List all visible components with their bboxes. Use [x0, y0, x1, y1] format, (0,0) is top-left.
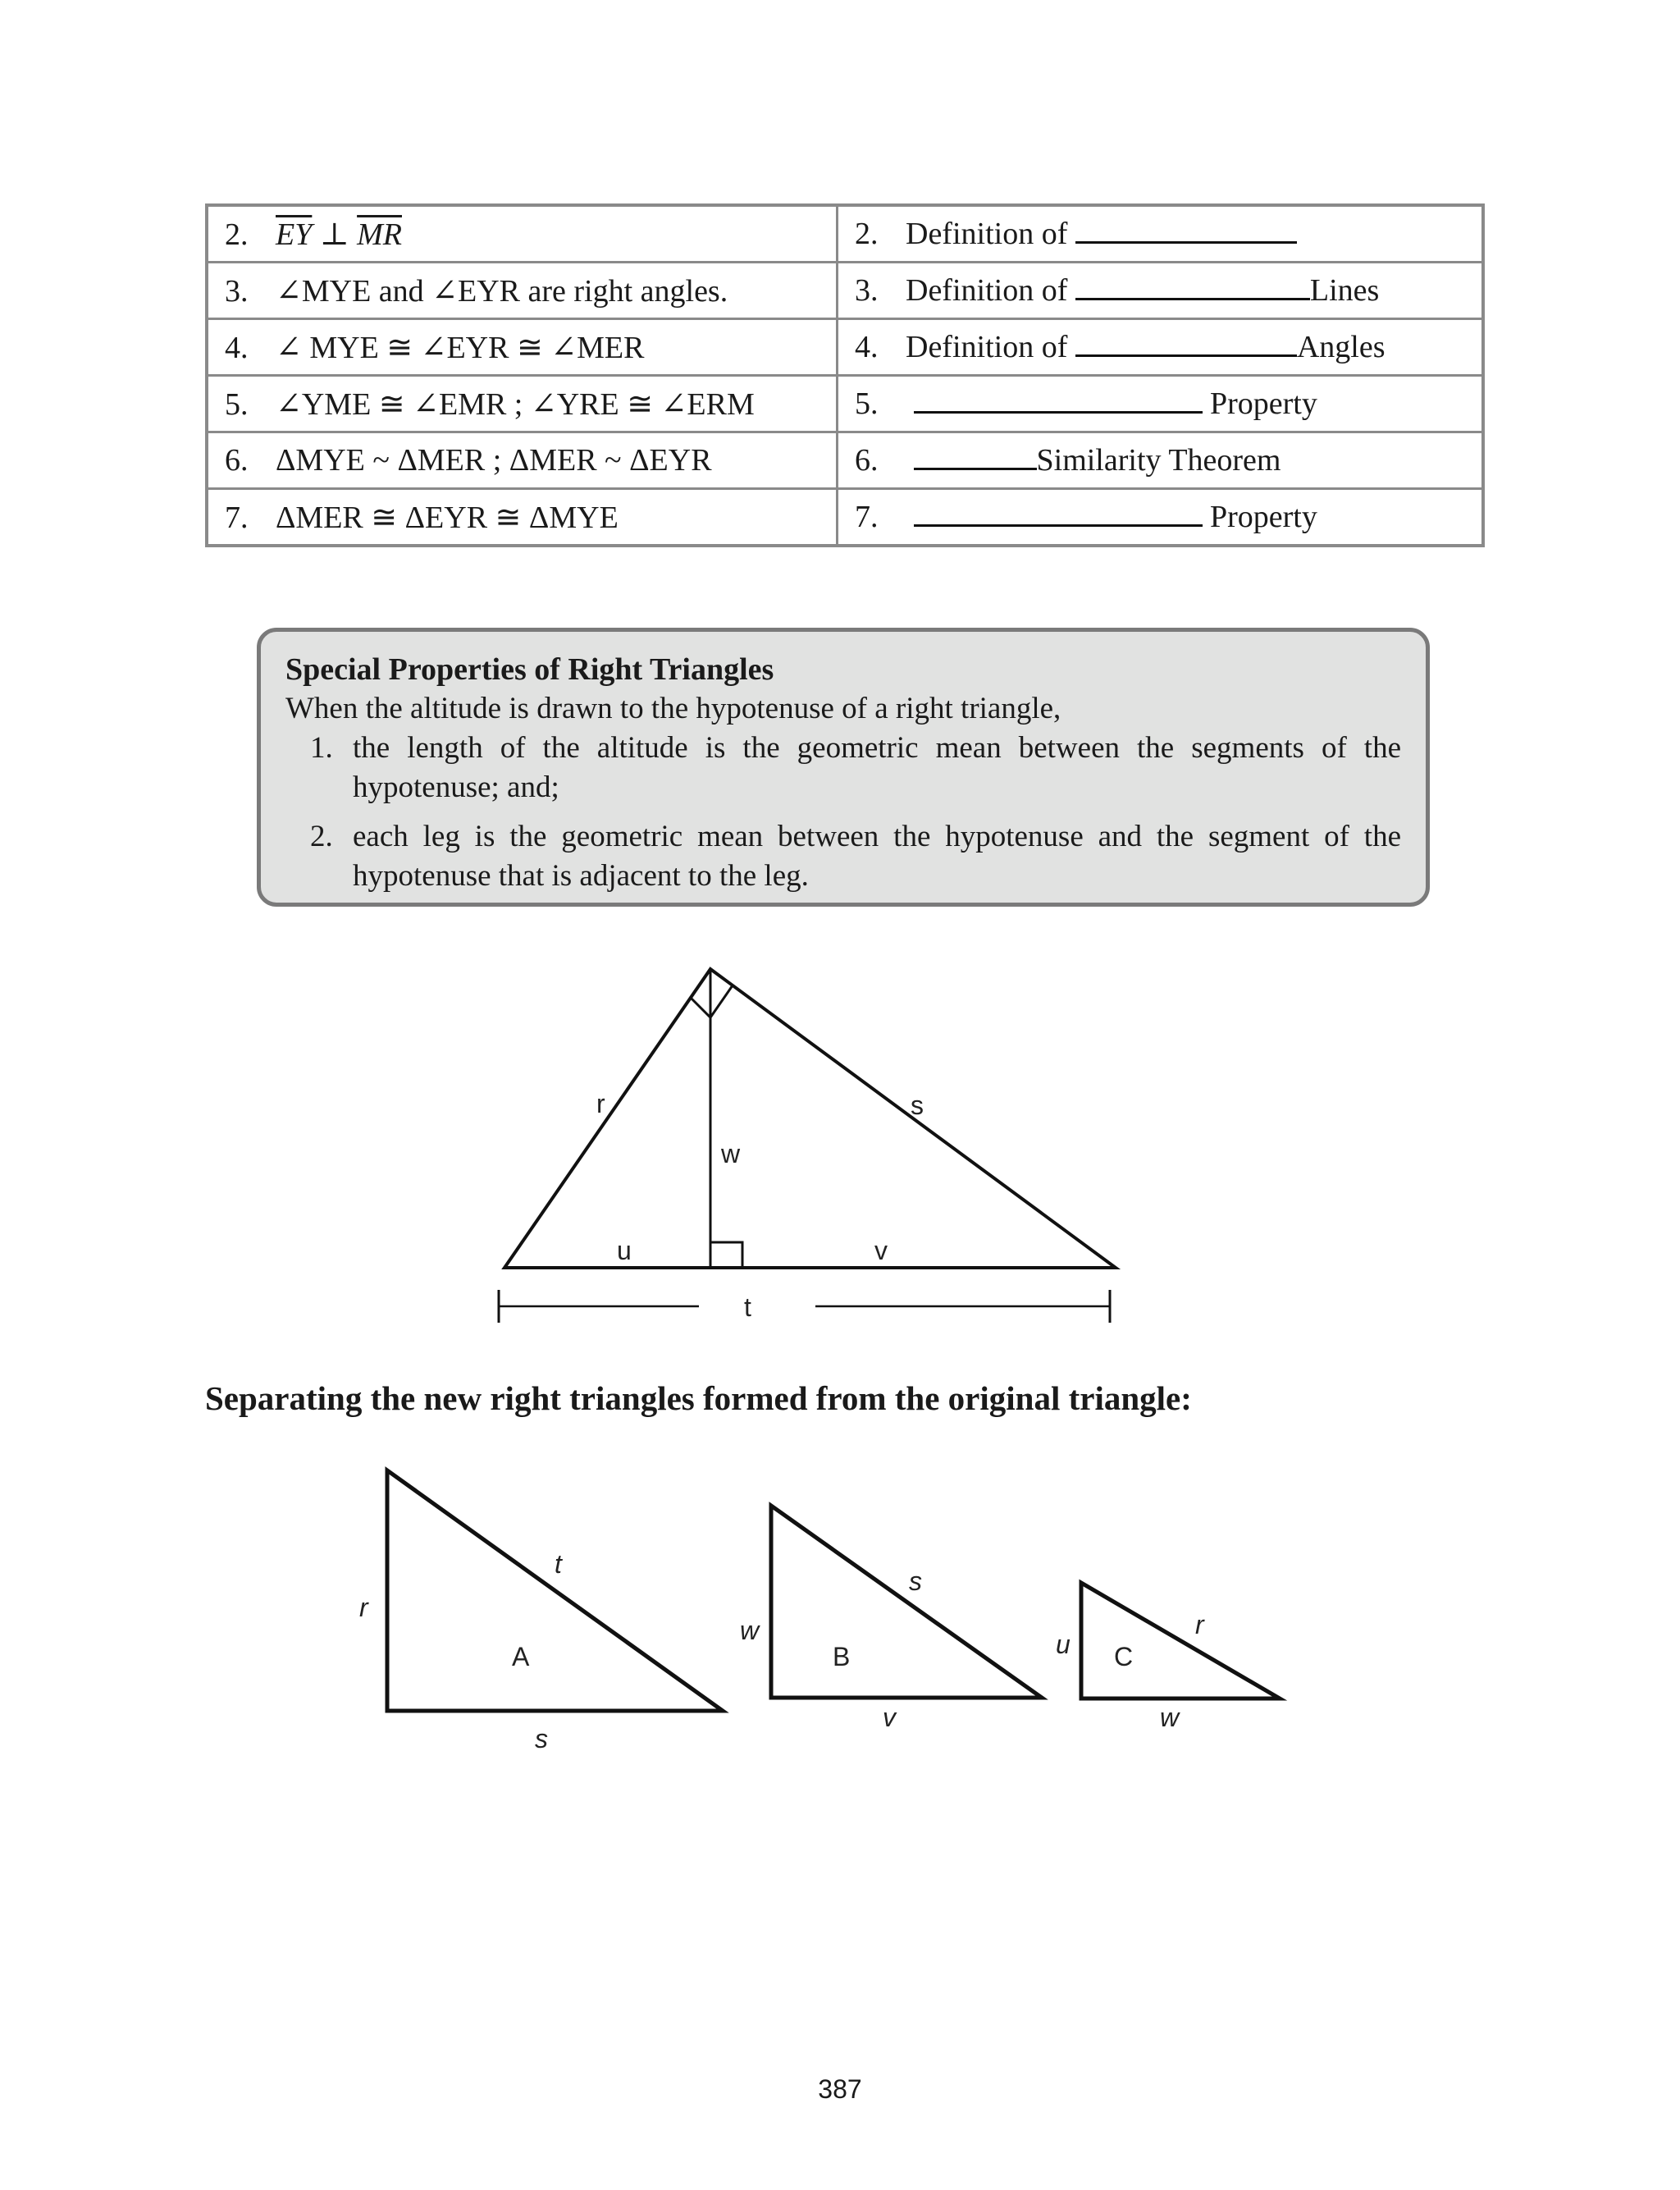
list-item-number: 1.: [310, 731, 333, 765]
label-u: u: [617, 1236, 632, 1265]
triangle-c-left-label: u: [1056, 1630, 1071, 1659]
main-triangle-outline: [504, 969, 1116, 1268]
perpendicular-symbol: ⊥: [312, 217, 358, 252]
reason-number: 7.: [855, 500, 879, 534]
triangle-a: [359, 1470, 723, 1753]
label-w: w: [721, 1139, 741, 1168]
triangle-a-name: A: [512, 1642, 530, 1671]
triangle-b-outline: [771, 1506, 1042, 1698]
reason-number: 3.: [855, 273, 879, 308]
statement-number: 3.: [225, 273, 249, 309]
reason-suffix: Property: [1210, 386, 1317, 421]
triangle-c-hypotenuse-label: r: [1195, 1610, 1204, 1639]
triangle-b: [740, 1506, 1042, 1732]
triangle-a-hypotenuse-label: t: [555, 1549, 562, 1579]
reason-number: 5.: [855, 386, 879, 421]
properties-title: Special Properties of Right Triangles: [285, 652, 774, 687]
statement-number: 4.: [225, 330, 249, 365]
reason-prefix: Definition of: [906, 217, 1068, 251]
reason-prefix: Definition of: [906, 273, 1068, 308]
triangle-b-bottom-label: v: [883, 1703, 896, 1732]
statement-number: 2.: [225, 217, 249, 252]
triangle-b-left-label: w: [740, 1616, 760, 1645]
triangle-c-bottom-label: w: [1160, 1703, 1180, 1732]
label-s: s: [911, 1090, 924, 1120]
triangle-c-name: C: [1114, 1642, 1134, 1671]
triangle-c: [1056, 1583, 1280, 1732]
triangle-b-name: B: [833, 1642, 851, 1671]
triangle-b-hypotenuse-label: s: [909, 1566, 922, 1596]
reason-prefix: Definition of: [906, 330, 1068, 364]
foot-right-angle-mark: [710, 1242, 742, 1268]
section-heading: Separating the new right triangles formed from the original triangle:: [205, 1379, 1192, 1417]
reason-number: 2.: [855, 217, 879, 251]
reason-suffix: Lines: [1309, 273, 1380, 308]
statement-text: ΔMER ≅ ΔEYR ≅ ΔMYE: [276, 500, 619, 535]
label-t: t: [744, 1292, 751, 1322]
list-item-text: each leg is the geometric mean between the hypotenuse and the segment of the hypotenuse that is adjacent to the leg.: [353, 820, 1401, 893]
statement-text: ∠YME ≅ ∠EMR ; ∠YRE ≅ ∠ERM: [276, 386, 755, 422]
reason-suffix: Angles: [1296, 330, 1386, 364]
page-number: 387: [818, 2074, 862, 2104]
list-item-number: 2.: [310, 820, 333, 853]
reason-suffix: Property: [1210, 500, 1317, 534]
statement-text: ∠ MYE ≅ ∠EYR ≅ ∠MER: [276, 330, 645, 365]
statement-number: 6.: [225, 443, 249, 478]
reason-number: 4.: [855, 330, 879, 364]
reason-suffix: Similarity Theorem: [1036, 443, 1281, 478]
segment-mr: $\overline{MR}$: [357, 217, 402, 252]
triangle-c-outline: [1081, 1583, 1280, 1699]
main-right-triangle: [499, 969, 1116, 1323]
label-v: v: [874, 1236, 888, 1265]
label-r: r: [596, 1089, 605, 1118]
list-item-text: the length of the altitude is the geometric mean between the segments of the hypotenuse; and;: [353, 731, 1401, 804]
statement-text: ∠MYE and ∠EYR are right angles.: [276, 273, 728, 309]
statement-number: 7.: [225, 500, 249, 535]
properties-intro: When the altitude is drawn to the hypotenuse of a right triangle,: [285, 692, 1061, 725]
segment-ey: $\overline{EY}$: [276, 217, 313, 252]
statement-text: ΔMYE ~ ΔMER ; ΔMER ~ ΔEYR: [276, 443, 712, 478]
triangle-a-outline: [387, 1470, 723, 1711]
triangle-a-bottom-label: s: [535, 1724, 548, 1753]
statement-number: 5.: [225, 386, 249, 422]
reason-number: 6.: [855, 443, 879, 478]
triangle-a-left-label: r: [359, 1593, 368, 1622]
